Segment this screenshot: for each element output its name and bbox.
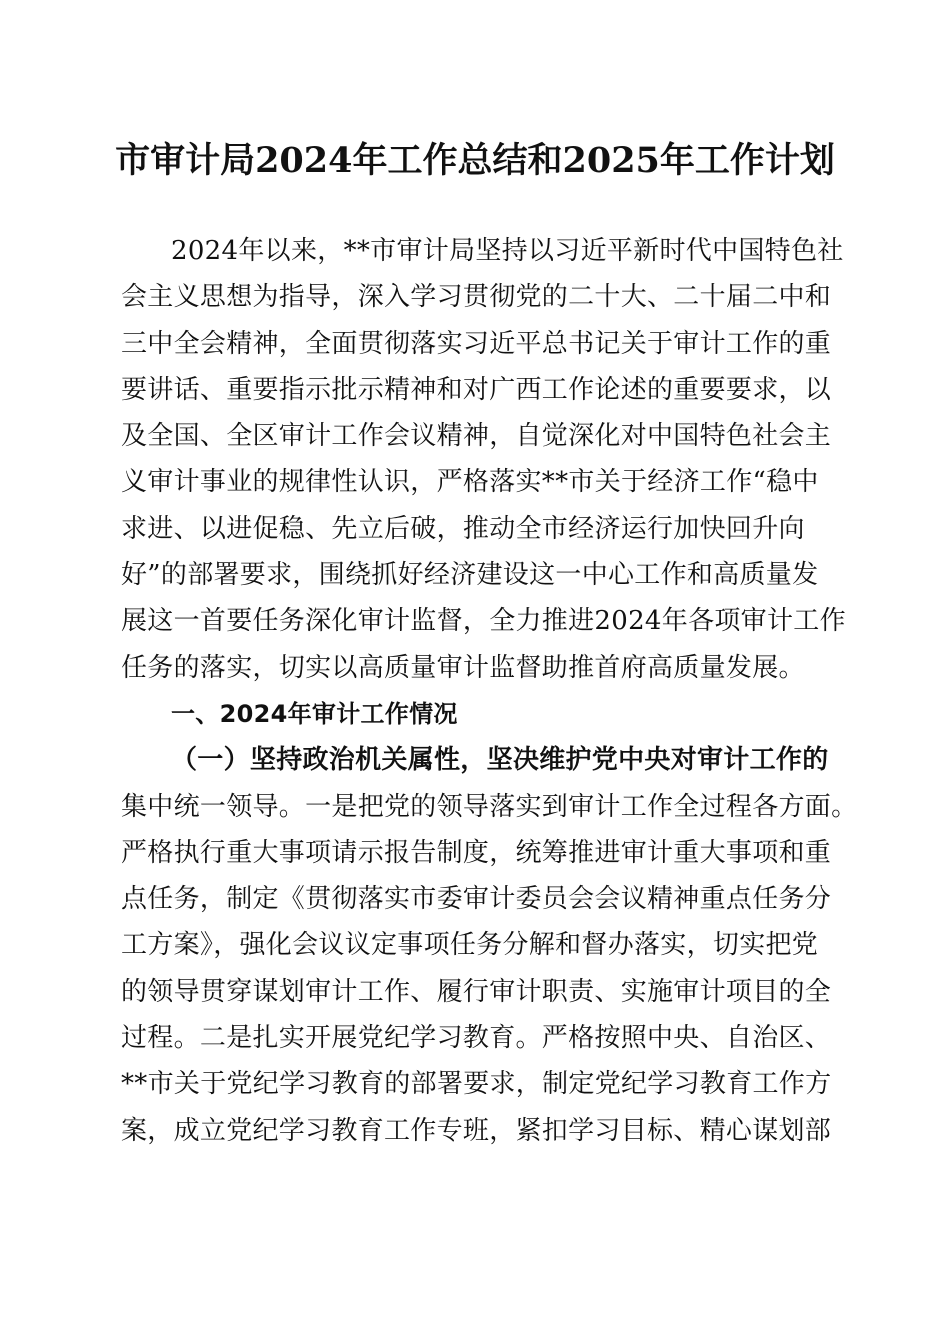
- paragraph-line: 及全国、全区审计工作会议精神，自觉深化对中国特色社会主: [121, 421, 832, 452]
- document-body: [121, 228, 858, 1154]
- paragraph-line: 好”的部署要求，围绕抓好经济建设这一中心工作和高质量发: [121, 560, 819, 591]
- section-heading: 一、2024年审计工作情况: [171, 699, 458, 728]
- paragraph-line: 严格执行重大事项请示报告制度，统筹推进审计重大事项和重: [121, 837, 832, 868]
- paragraph-line: 的领导贯穿谋划审计工作、履行审计职责、实施审计项目的全: [121, 976, 832, 1007]
- paragraph-line: 点任务，制定《贯彻落实市委审计委员会会议精神重点任务分: [121, 884, 832, 915]
- paragraph-line: 义审计事业的规律性认识，严格落实**市关于经济工作“稳中: [121, 467, 819, 498]
- paragraph-line: 会主义思想为指导，深入学习贯彻党的二十大、二十届二中和: [121, 282, 832, 313]
- paragraph-line: 求进、以进促稳、先立后破，推动全市经济运行加快回升向: [121, 513, 805, 544]
- paragraph-line: 任务的落实，切实以高质量审计监督助推首府高质量发展。: [121, 652, 805, 683]
- paragraph-line: 展这一首要任务深化审计监督，全力推进2024年各项审计工作: [121, 606, 846, 637]
- paragraph-line: 2024年以来，**市审计局坚持以习近平新时代中国特色社: [171, 236, 844, 266]
- paragraph-line: **市关于党纪学习教育的部署要求，制定党纪学习教育工作方: [121, 1069, 832, 1100]
- paragraph-line: 要讲话、重要指示批示精神和对广西工作论述的重要要求，以: [121, 374, 832, 405]
- paragraph-line: 案，成立党纪学习教育工作专班，紧扣学习目标、精心谋划部: [121, 1115, 832, 1146]
- document-title: 市审计局2024年工作总结和2025年工作计划: [115, 140, 835, 181]
- paragraph-line: 集中统一领导。一是把党的领导落实到审计工作全过程各方面。: [121, 791, 858, 822]
- paragraph-line: 三中全会精神，全面贯彻落实习近平总书记关于审计工作的重: [121, 328, 832, 359]
- paragraph-line: 工方案》，强化会议议定事项任务分解和督办落实，切实把党: [121, 930, 819, 961]
- paragraph-line: 过程。二是扎实开展党纪学习教育。严格按照中央、自治区、: [121, 1023, 832, 1054]
- subsection-heading-line: （一）坚持政治机关属性，坚决维护党中央对审计工作的: [171, 745, 829, 776]
